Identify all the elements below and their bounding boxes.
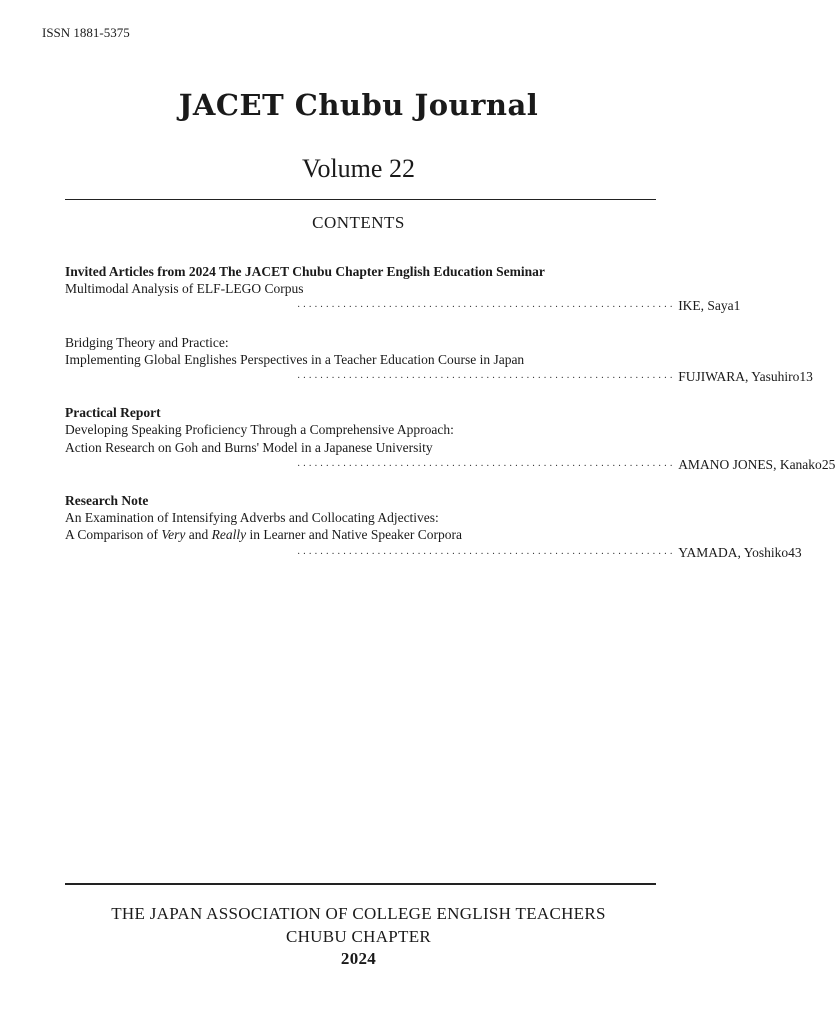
section-heading: Practical Report — [65, 405, 161, 421]
entry-title: Implementing Global Englishes Perspectives in a Teacher Education Course in Japan — [65, 351, 525, 367]
volume-label: Volume 22 — [302, 154, 415, 183]
table-of-contents — [65, 263, 835, 580]
toc-entry — [65, 421, 835, 475]
dot-leader: ·································································· — [297, 460, 676, 472]
entry-page-number: 13 — [799, 369, 813, 385]
entry-page-number: 25 — [821, 456, 835, 472]
issn: ISSN 1881-5375 — [42, 25, 130, 40]
toc-entry — [65, 334, 813, 388]
entry-page-number: 43 — [788, 544, 802, 560]
entry-author-row — [65, 456, 835, 475]
dot-leader: ·································································· — [297, 548, 676, 560]
entry-author-row — [65, 368, 813, 387]
publisher-name: THE JAPAN ASSOCIATION OF COLLEGE ENGLISH TEACHERS — [111, 904, 606, 923]
top-divider — [65, 199, 656, 200]
bottom-divider — [65, 883, 656, 885]
entry-title — [65, 526, 656, 543]
section-heading: Research Note — [65, 493, 149, 509]
entry-author-row — [65, 544, 802, 563]
title-italic-very: Very — [161, 527, 186, 543]
entry-author-row — [65, 297, 741, 316]
entry-page-number: 1 — [733, 298, 741, 314]
entry-author: FUJIWARA, Yasuhiro — [678, 369, 800, 385]
entry-author: YAMADA, Yoshiko — [678, 544, 789, 560]
entry-author: AMANO JONES, Kanako — [678, 456, 822, 472]
dot-leader: ·································································· — [297, 302, 676, 314]
title-part: and — [185, 527, 212, 543]
toc-entry — [65, 280, 741, 316]
contents-heading: CONTENTS — [312, 213, 405, 232]
entry-title: Multimodal Analysis of ELF-LEGO Corpus — [65, 281, 304, 297]
section-research-note — [65, 492, 802, 563]
section-heading: Invited Articles from 2024 The JACET Chubu Chapter English Education Seminar — [65, 264, 545, 279]
entry-title: Bridging Theory and Practice: — [65, 334, 229, 350]
publisher-footer — [0, 903, 717, 971]
entry-title: An Examination of Intensifying Adverbs and Collocating Adjectives: — [65, 510, 439, 526]
title-part: in Learner and Native Speaker Corpora — [246, 527, 463, 543]
toc-entry — [65, 509, 802, 563]
section-invited-articles — [65, 263, 813, 387]
dot-leader: ·································································· — [297, 373, 676, 385]
entry-author: IKE, Saya — [678, 298, 734, 314]
title-italic-really: Really — [211, 527, 247, 543]
entry-title: Developing Speaking Proficiency Through a Comprehensive Approach: — [65, 422, 454, 438]
entry-title: Action Research on Goh and Burns' Model in a Japanese University — [65, 439, 433, 455]
journal-title: JACET Chubu Journal — [178, 88, 539, 122]
publisher-chapter: CHUBU CHAPTER — [285, 926, 432, 946]
publication-year: 2024 — [340, 949, 377, 968]
title-part: A Comparison of — [65, 527, 162, 543]
section-practical-report — [65, 404, 835, 475]
